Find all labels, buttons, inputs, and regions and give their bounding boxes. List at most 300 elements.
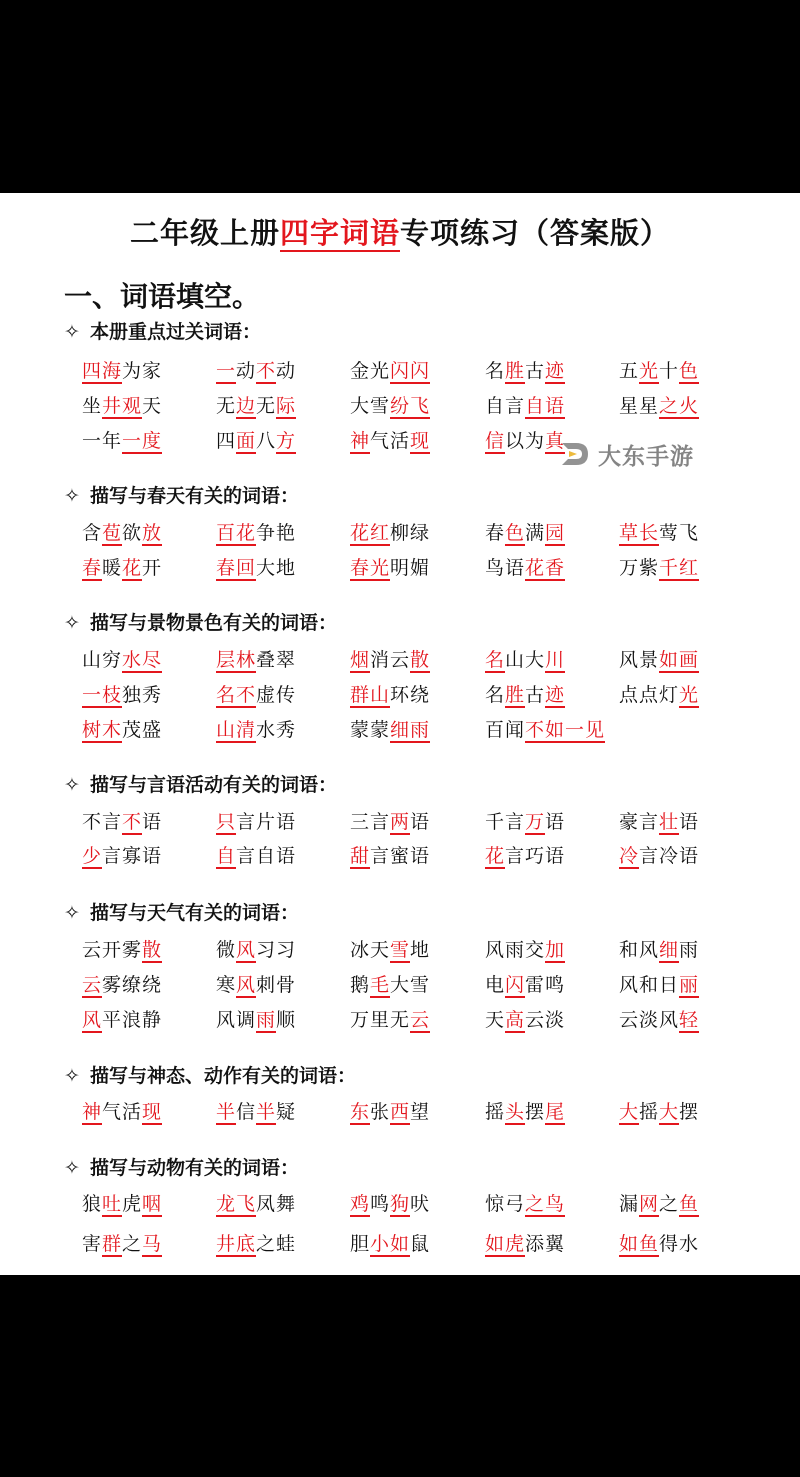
given-text: 习习 (256, 939, 297, 961)
given-text: 金光 (350, 360, 391, 382)
word-item (216, 356, 296, 383)
given-text: 五 (619, 360, 640, 382)
word-item (485, 426, 565, 453)
answer-text: 甜 (350, 845, 371, 867)
word-row (82, 553, 762, 583)
given-text: 摆 (525, 1101, 546, 1123)
given-text: 水秀 (256, 719, 297, 741)
word-item (350, 807, 430, 834)
word-item (485, 841, 565, 868)
given-text: 刺骨 (256, 974, 297, 996)
word-item (485, 553, 565, 580)
answer-text: 迹 (545, 684, 566, 706)
given-text: 万紫 (619, 557, 660, 579)
word-row (82, 715, 762, 745)
answer-text: 如虎 (485, 1233, 526, 1255)
word-item (216, 935, 296, 962)
given-text: 以为 (505, 430, 546, 452)
word-item (82, 841, 162, 868)
given-text: 摇 (639, 1101, 660, 1123)
word-item (619, 391, 699, 418)
word-item (350, 715, 430, 742)
answer-text: 百花 (216, 522, 257, 544)
answer-text: 高 (505, 1009, 526, 1031)
word-item (350, 518, 430, 545)
diamond-bullet-icon: ✧ (64, 321, 80, 343)
word-item (619, 1097, 699, 1124)
word-item (216, 1229, 296, 1256)
given-text: 漏 (619, 1193, 640, 1215)
answer-text: 东 (350, 1101, 371, 1123)
given-text: 风和日 (619, 974, 680, 996)
answer-text: 井底 (216, 1233, 257, 1255)
answer-text: 轻 (679, 1009, 700, 1031)
answer-text: 自语 (525, 395, 566, 417)
given-text: 大雪 (350, 395, 391, 417)
given-text: 风雨交 (485, 939, 546, 961)
given-text: 四 (216, 430, 237, 452)
given-text: 雷鸣 (525, 974, 566, 996)
answer-text: 群山 (350, 684, 391, 706)
given-text: 语 (545, 811, 566, 833)
given-text: 平浪静 (102, 1009, 163, 1031)
answer-text: 名 (485, 649, 506, 671)
word-item (350, 841, 430, 868)
word-item (619, 553, 699, 580)
given-text: 添翼 (525, 1233, 566, 1255)
word-item (350, 970, 430, 997)
given-text: 名 (485, 360, 506, 382)
answer-text: 尾 (545, 1101, 566, 1123)
diamond-bullet-icon: ✧ (64, 902, 80, 924)
diamond-bullet-icon: ✧ (64, 612, 80, 634)
given-text: 言巧语 (505, 845, 566, 867)
answer-text: 春光 (350, 557, 391, 579)
answer-text: 春 (82, 557, 103, 579)
given-text: 吠 (410, 1193, 431, 1215)
answer-text: 神 (82, 1101, 103, 1123)
answer-text: 不 (122, 811, 143, 833)
diamond-bullet-icon: ✧ (64, 1157, 80, 1179)
given-text: 满 (525, 522, 546, 544)
word-item (619, 518, 699, 545)
given-text: 万里无 (350, 1009, 411, 1031)
exercise-heading: 一、词语填空。 (64, 280, 261, 313)
given-text: 微 (216, 939, 237, 961)
answer-text: 色 (679, 360, 700, 382)
word-item (216, 553, 296, 580)
given-text: 惊弓 (485, 1193, 526, 1215)
word-row (82, 841, 762, 871)
given-text: 张 (370, 1101, 391, 1123)
answer-text: 现 (142, 1101, 163, 1123)
given-text: 云淡风 (619, 1009, 680, 1031)
answer-text: 大 (659, 1101, 680, 1123)
given-text: 之 (659, 1193, 680, 1215)
word-item (619, 356, 699, 383)
answer-text: 花香 (525, 557, 566, 579)
word-row (82, 518, 762, 548)
given-text: 为家 (122, 360, 163, 382)
answer-text: 丽 (679, 974, 700, 996)
given-text: 凤舞 (256, 1193, 297, 1215)
word-row (82, 645, 762, 675)
word-item (350, 1229, 430, 1256)
word-item (350, 553, 430, 580)
section-heading (64, 317, 261, 344)
answer-text: 观 (122, 395, 143, 417)
answer-text: 一 (216, 360, 237, 382)
word-item (82, 715, 162, 742)
word-item (485, 935, 565, 962)
word-row (82, 1189, 762, 1219)
given-text: 和风 (619, 939, 660, 961)
given-text: 自言 (485, 395, 526, 417)
answer-text: 井 (102, 395, 123, 417)
given-text: 三言 (350, 811, 391, 833)
answer-text: 半 (256, 1101, 277, 1123)
answer-text: 细 (659, 939, 680, 961)
answer-text: 大 (619, 1101, 640, 1123)
answer-text: 闪 (505, 974, 526, 996)
word-item (216, 841, 296, 868)
given-text: 叠翠 (256, 649, 297, 671)
given-text: 明媚 (390, 557, 431, 579)
word-item (216, 680, 296, 707)
given-text: 顺 (276, 1009, 297, 1031)
answer-text: 千红 (659, 557, 700, 579)
word-item (485, 1189, 565, 1216)
answer-text: 咽 (142, 1193, 163, 1215)
word-item (619, 935, 699, 962)
answer-text: 烟 (350, 649, 371, 671)
word-row (82, 356, 762, 386)
word-item (485, 1005, 565, 1032)
worksheet-page (0, 193, 800, 1275)
section-label: 描写与动物有关的词语： (90, 1157, 300, 1179)
word-item (485, 645, 565, 672)
word-item (619, 645, 699, 672)
given-text: 害 (82, 1233, 103, 1255)
answer-text: 云 (82, 974, 103, 996)
given-text: 之蛙 (256, 1233, 297, 1255)
section-label: 描写与神态、动作有关的词语： (90, 1065, 357, 1087)
answer-text: 边 (236, 395, 257, 417)
given-text: 云淡 (525, 1009, 566, 1031)
given-text: 言自语 (236, 845, 297, 867)
answer-text: 细雨 (390, 719, 431, 741)
section-heading (64, 898, 299, 925)
given-text: 蒙蒙 (350, 719, 391, 741)
answer-text: 之火 (659, 395, 700, 417)
section-heading (64, 770, 337, 797)
given-text: 云开雾 (82, 939, 143, 961)
answer-text: 万 (525, 811, 546, 833)
word-item (82, 1189, 162, 1216)
word-item (485, 1229, 565, 1256)
answer-text: 花 (122, 557, 143, 579)
given-text: 气活 (102, 1101, 143, 1123)
word-item (82, 553, 162, 580)
section-heading (64, 1061, 356, 1088)
answer-text: 园 (545, 522, 566, 544)
answer-text: 之鸟 (525, 1193, 566, 1215)
answer-text: 迹 (545, 360, 566, 382)
answer-text: 春回 (216, 557, 257, 579)
word-item (619, 841, 699, 868)
given-text: 虎 (122, 1193, 143, 1215)
answer-text: 名不 (216, 684, 257, 706)
answer-text: 群 (102, 1233, 123, 1255)
given-text: 星星 (619, 395, 660, 417)
given-text: 八 (256, 430, 277, 452)
word-row (82, 970, 762, 1000)
answer-text: 一度 (122, 430, 163, 452)
title-highlight: 四字词语 (279, 216, 400, 250)
given-text: 冰天 (350, 939, 391, 961)
watermark-text: 大东手游 (598, 443, 694, 470)
answer-text: 四海 (82, 360, 123, 382)
word-item (216, 518, 296, 545)
answer-text: 神 (350, 430, 371, 452)
title-prefix: 二年级上册 (129, 216, 280, 250)
given-text: 开 (142, 557, 163, 579)
given-text: 含 (82, 522, 103, 544)
given-text: 疑 (276, 1101, 297, 1123)
answer-text: 毛 (370, 974, 391, 996)
given-text: 大地 (256, 557, 297, 579)
given-text: 古 (525, 684, 546, 706)
given-text: 之 (122, 1233, 143, 1255)
given-text: 坐 (82, 395, 103, 417)
word-item (82, 935, 162, 962)
given-text: 鹅 (350, 974, 371, 996)
given-text: 鸟语 (485, 557, 526, 579)
answer-text: 纷飞 (390, 395, 431, 417)
diamond-bullet-icon: ✧ (64, 485, 80, 507)
given-text: 天 (485, 1009, 506, 1031)
given-text: 风调 (216, 1009, 257, 1031)
given-text: 语 (679, 811, 700, 833)
given-text: 环绕 (390, 684, 431, 706)
given-text: 语 (142, 811, 163, 833)
given-text: 莺飞 (659, 522, 700, 544)
word-item (350, 426, 430, 453)
given-text: 言蜜语 (370, 845, 431, 867)
answer-text: 自 (216, 845, 237, 867)
word-item (82, 970, 162, 997)
given-text: 柳绿 (390, 522, 431, 544)
word-item (216, 391, 296, 418)
word-row (82, 1005, 762, 1035)
answer-text: 现 (410, 430, 431, 452)
answer-text: 信 (485, 430, 506, 452)
word-item (350, 391, 430, 418)
word-item (350, 680, 430, 707)
given-text: 暖 (102, 557, 123, 579)
given-text: 鸣 (370, 1193, 391, 1215)
answer-text: 方 (276, 430, 297, 452)
answer-text: 风 (236, 939, 257, 961)
given-text: 古 (525, 360, 546, 382)
section-heading (64, 608, 337, 635)
given-text: 地 (410, 939, 431, 961)
answer-text: 山清 (216, 719, 257, 741)
answer-text: 草长 (619, 522, 660, 544)
word-item (485, 970, 565, 997)
answer-text: 闪闪 (390, 360, 431, 382)
word-item (82, 807, 162, 834)
word-item (485, 715, 605, 742)
answer-text: 花 (485, 845, 506, 867)
given-text: 鼠 (410, 1233, 431, 1255)
word-item (216, 1189, 296, 1216)
word-item (485, 518, 565, 545)
answer-text: 苞 (102, 522, 123, 544)
word-item (82, 391, 162, 418)
answer-text: 加 (545, 939, 566, 961)
answer-text: 川 (545, 649, 566, 671)
word-item (619, 1189, 699, 1216)
section-label: 描写与言语活动有关的词语： (90, 774, 338, 796)
given-text: 一年 (82, 430, 123, 452)
word-item (485, 680, 565, 707)
answer-text: 不 (256, 360, 277, 382)
answer-text: 狗 (390, 1193, 411, 1215)
word-item (350, 356, 430, 383)
word-item (82, 518, 162, 545)
word-item (619, 807, 699, 834)
given-text: 摇 (485, 1101, 506, 1123)
given-text: 大雪 (390, 974, 431, 996)
given-text: 风景 (619, 649, 660, 671)
section-label: 描写与景物景色有关的词语： (90, 612, 338, 634)
word-item (619, 680, 699, 707)
answer-text: 光 (639, 360, 660, 382)
word-item (485, 807, 565, 834)
given-text: 言寡语 (102, 845, 163, 867)
word-item (485, 1097, 565, 1124)
given-text: 寒 (216, 974, 237, 996)
answer-text: 放 (142, 522, 163, 544)
given-text: 雨 (679, 939, 700, 961)
word-item (216, 1097, 296, 1124)
word-row (82, 1229, 762, 1259)
given-text: 胆 (350, 1233, 371, 1255)
given-text: 雾缭绕 (102, 974, 163, 996)
word-item (216, 426, 296, 453)
word-item (619, 1005, 699, 1032)
given-text: 望 (410, 1101, 431, 1123)
given-text: 语 (410, 811, 431, 833)
word-row (82, 391, 762, 421)
word-item (350, 1005, 430, 1032)
answer-text: 鱼 (679, 1193, 700, 1215)
word-item (350, 1097, 430, 1124)
answer-text: 光 (679, 684, 700, 706)
answer-text: 面 (236, 430, 257, 452)
word-item (350, 935, 430, 962)
given-text: 山穷 (82, 649, 123, 671)
answer-text: 吐 (102, 1193, 123, 1215)
answer-text: 鸡 (350, 1193, 371, 1215)
word-item (82, 645, 162, 672)
word-item (350, 645, 430, 672)
given-text: 不言 (82, 811, 123, 833)
given-text: 摆 (679, 1101, 700, 1123)
given-text: 狼 (82, 1193, 103, 1215)
given-text: 千言 (485, 811, 526, 833)
answer-text: 胜 (505, 684, 526, 706)
word-item (82, 356, 162, 383)
given-text: 动 (276, 360, 297, 382)
given-text: 豪言 (619, 811, 660, 833)
answer-text: 龙飞 (216, 1193, 257, 1215)
answer-text: 冷 (619, 845, 640, 867)
given-text: 欲 (122, 522, 143, 544)
word-item (216, 715, 296, 742)
word-item (619, 1229, 699, 1256)
word-row (82, 1097, 762, 1127)
word-row (82, 680, 762, 710)
given-text: 动 (236, 360, 257, 382)
given-text: 虚传 (256, 684, 297, 706)
given-text: 春 (485, 522, 506, 544)
answer-text: 层林 (216, 649, 257, 671)
answer-text: 胜 (505, 360, 526, 382)
section-heading (64, 481, 299, 508)
given-text: 信 (236, 1101, 257, 1123)
answer-text: 西 (390, 1101, 411, 1123)
word-item (619, 970, 699, 997)
word-item (216, 807, 296, 834)
answer-text: 际 (276, 395, 297, 417)
answer-text: 散 (410, 649, 431, 671)
answer-text: 网 (639, 1193, 660, 1215)
answer-text: 花红 (350, 522, 391, 544)
section-label: 描写与春天有关的词语： (90, 485, 300, 507)
word-item (82, 1229, 162, 1256)
answer-text: 云 (410, 1009, 431, 1031)
answer-text: 水尽 (122, 649, 163, 671)
given-text: 无 (216, 395, 237, 417)
word-item (82, 426, 162, 453)
word-item (485, 356, 565, 383)
diamond-bullet-icon: ✧ (64, 774, 80, 796)
given-text: 茂盛 (122, 719, 163, 741)
given-text: 名 (485, 684, 506, 706)
answer-text: 半 (216, 1101, 237, 1123)
answer-text: 色 (505, 522, 526, 544)
word-item (216, 1005, 296, 1032)
given-text: 言冷语 (639, 845, 700, 867)
word-row (82, 935, 762, 965)
answer-text: 雨 (256, 1009, 277, 1031)
answer-text: 一枝 (82, 684, 123, 706)
given-text: 无 (256, 395, 277, 417)
answer-text: 树木 (82, 719, 123, 741)
given-text: 天 (142, 395, 163, 417)
answer-text: 马 (142, 1233, 163, 1255)
answer-text: 少 (82, 845, 103, 867)
given-text: 百闻 (485, 719, 526, 741)
answer-text: 如画 (659, 649, 700, 671)
answer-text: 壮 (659, 811, 680, 833)
answer-text: 风 (236, 974, 257, 996)
word-item (350, 1189, 430, 1216)
answer-text: 雪 (390, 939, 411, 961)
given-text: 争艳 (256, 522, 297, 544)
